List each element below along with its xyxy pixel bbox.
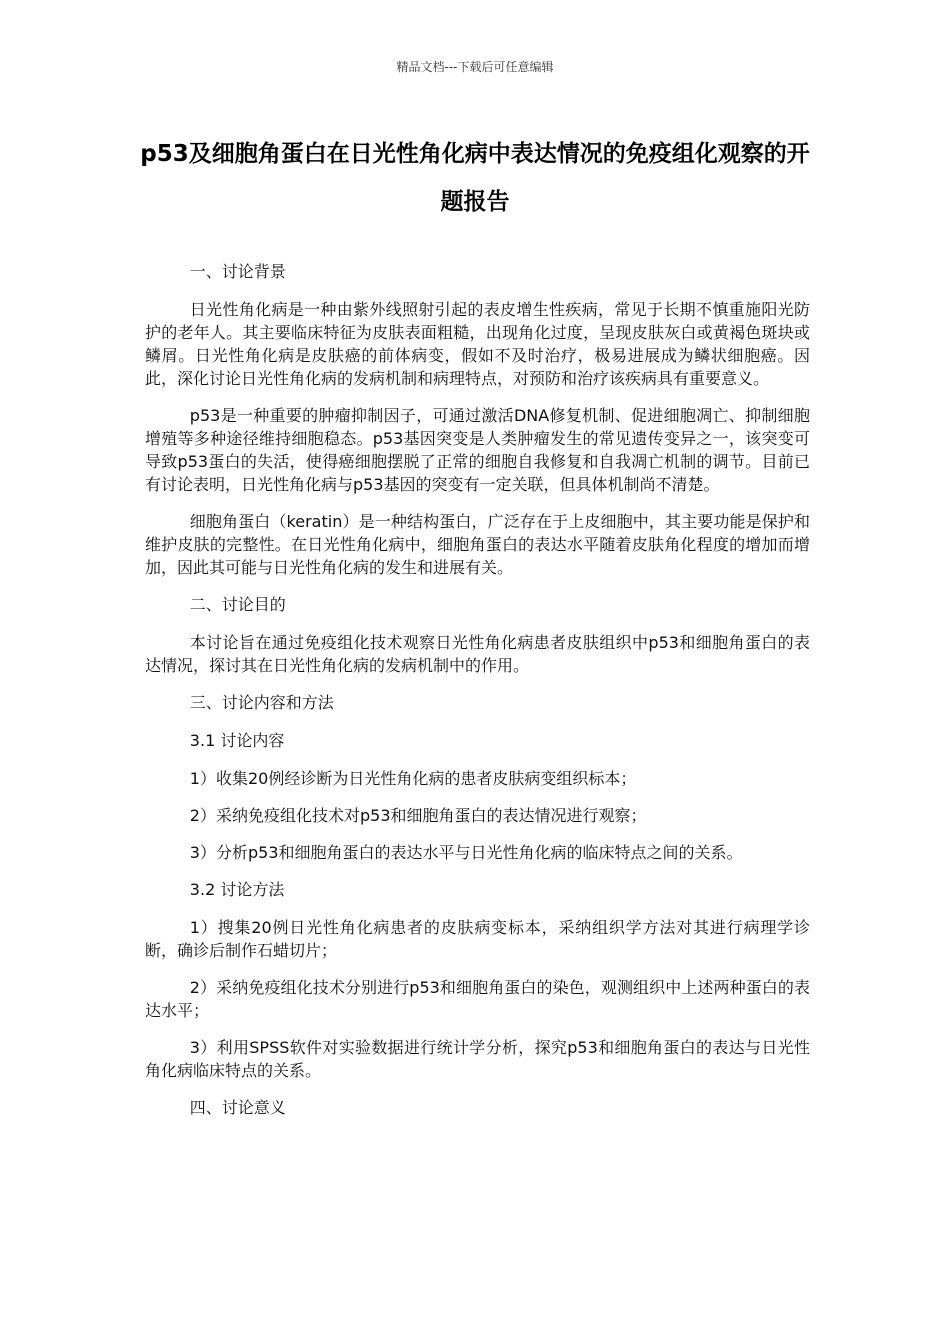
list-item-methods-1: 1）搜集20例日光性角化病患者的皮肤病变标本，采纳组织学方法对其进行病理学诊断，确诊后制作石蜡切片； [145,918,810,960]
paragraph-background-2: p53是一种重要的肿瘤抑制因子，可通过激活DNA修复机制、促进细胞凋亡、抑制细胞增殖等多种途径维持细胞稳态。p53基因突变是人类肿瘤发生的常见遗传变异之一，该突变可导致p53蛋白的失活，使得癌细胞摆脱了正常的细胞自我修复和自我凋亡机制的调节。目前已有讨论表明，日光性角化病与p53基因的突变有一定关联，但具体机制尚不清楚。 [145,406,810,494]
section-heading-significance: 四、讨论意义 [189,1098,286,1117]
list-item-content-1: 1）收集20例经诊断为日光性角化病的患者皮肤病变组织标本； [189,769,637,788]
list-item-content-2: 2）采纳免疫组化技术对p53和细胞角蛋白的表达情况进行观察； [189,806,647,825]
paragraph-purpose: 本讨论旨在通过免疫组化技术观察日光性角化病患者皮肤组织中p53和细胞角蛋白的表达情况，探讨其在日光性角化病的发病机制中的作用。 [145,633,810,675]
section-heading-background: 一、讨论背景 [189,262,286,281]
header-note: 精品文档---下载后可任意编辑 [396,60,554,74]
list-item-methods-3: 3）利用SPSS软件对实验数据进行统计学分析，探究p53和细胞角蛋白的表达与日光性角化病临床特点的关系。 [145,1038,810,1080]
document-body [145,260,810,1134]
subsection-heading-content: 3.1 讨论内容 [189,731,285,750]
paragraph-background-1: 日光性角化病是一种由紫外线照射引起的表皮增生性疾病，常见于长期不慎重施阳光防护的老年人。其主要临床特征为皮肤表面粗糙，出现角化过度，呈现皮肤灰白或黄褐色斑块或鳞屑。日光性角化病是皮肤癌的前体病变，假如不及时治疗，极易进展成为鳞状细胞癌。因此，深化讨论日光性角化病的发病机制和病理特点，对预防和治疗该疾病具有重要意义。 [145,300,810,388]
section-heading-content-methods: 三、讨论内容和方法 [189,693,334,712]
document-title: p53及细胞角蛋白在日光性角化病中表达情况的免疫组化观察的开题报告 [140,141,810,215]
paragraph-background-3: 细胞角蛋白（keratin）是一种结构蛋白，广泛存在于上皮细胞中，其主要功能是保护和维护皮肤的完整性。在日光性角化病中，细胞角蛋白的表达水平随着皮肤角化程度的增加而增加，因此其可能与日光性角化病的发生和进展有关。 [145,512,810,577]
list-item-content-3: 3）分析p53和细胞角蛋白的表达水平与日光性角化病的临床特点之间的关系。 [189,843,743,862]
list-item-methods-2: 2）采纳免疫组化技术分别进行p53和细胞角蛋白的染色，观测组织中上述两种蛋白的表达水平； [145,978,810,1020]
subsection-heading-methods: 3.2 讨论方法 [189,880,285,899]
section-heading-purpose: 二、讨论目的 [189,595,286,614]
